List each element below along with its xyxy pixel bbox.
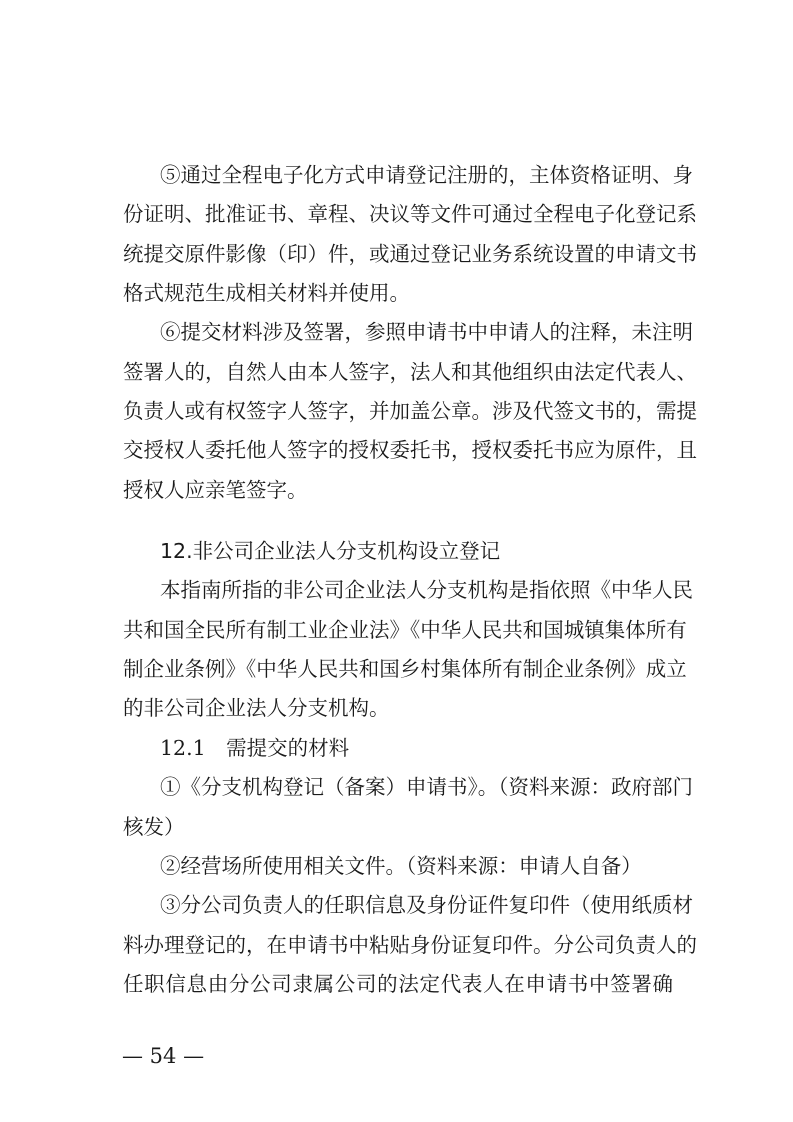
paragraph-line: 授权人应亲笔签字。 <box>123 478 308 502</box>
paragraph-line: 共和国全民所有制工业企业法》《中华人民共和国城镇集体所有 <box>123 618 687 642</box>
page-number: — 54 — <box>122 1044 205 1068</box>
paragraph-line: 交授权人委托他人签字的授权委托书，授权委托书应为原件，且 <box>123 438 697 462</box>
section-heading: 12.非公司企业法人分支机构设立登记 <box>160 539 501 563</box>
paragraph-line: 份证明、批准证书、章程、决议等文件可通过全程电子化登记系 <box>123 202 697 226</box>
paragraph-line: 的非公司企业法人分支机构。 <box>123 696 390 720</box>
paragraph-line: ③分公司负责人的任职信息及身份证件复印件（使用纸质材 <box>160 893 693 917</box>
paragraph-line: ⑤通过全程电子化方式申请登记注册的，主体资格证明、身 <box>160 163 693 187</box>
paragraph-line: ①《分支机构登记（备案）申请书》。（资料来源：政府部门 <box>160 775 693 799</box>
paragraph-line: 本指南所指的非公司企业法人分支机构是指依照《中华人民 <box>160 578 693 602</box>
paragraph-line: ⑥提交材料涉及签署，参照申请书中申请人的注释，未注明 <box>160 320 693 344</box>
paragraph-line: 统提交原件影像（印）件，或通过登记业务系统设置的申请文书 <box>123 242 697 266</box>
subsection-heading: 12.1 需提交的材料 <box>160 736 350 760</box>
paragraph-line: 料办理登记的，在申请书中粘贴身份证复印件。分公司负责人的 <box>123 933 697 957</box>
paragraph-line: 负责人或有权签字人签字，并加盖公章。涉及代签文书的，需提 <box>123 399 697 423</box>
paragraph-line: ②经营场所使用相关文件。（资料来源：申请人自备） <box>160 854 642 878</box>
paragraph-line: 核发） <box>123 815 185 839</box>
paragraph-line: 签署人的，自然人由本人签字，法人和其他组织由法定代表人、 <box>123 360 697 384</box>
paragraph-line: 任职信息由分公司隶属公司的法定代表人在申请书中签署确 <box>123 972 673 996</box>
paragraph-line: 格式规范生成相关材料并使用。 <box>123 281 410 305</box>
paragraph-line: 制企业条例》《中华人民共和国乡村集体所有制企业条例》成立 <box>123 657 687 681</box>
